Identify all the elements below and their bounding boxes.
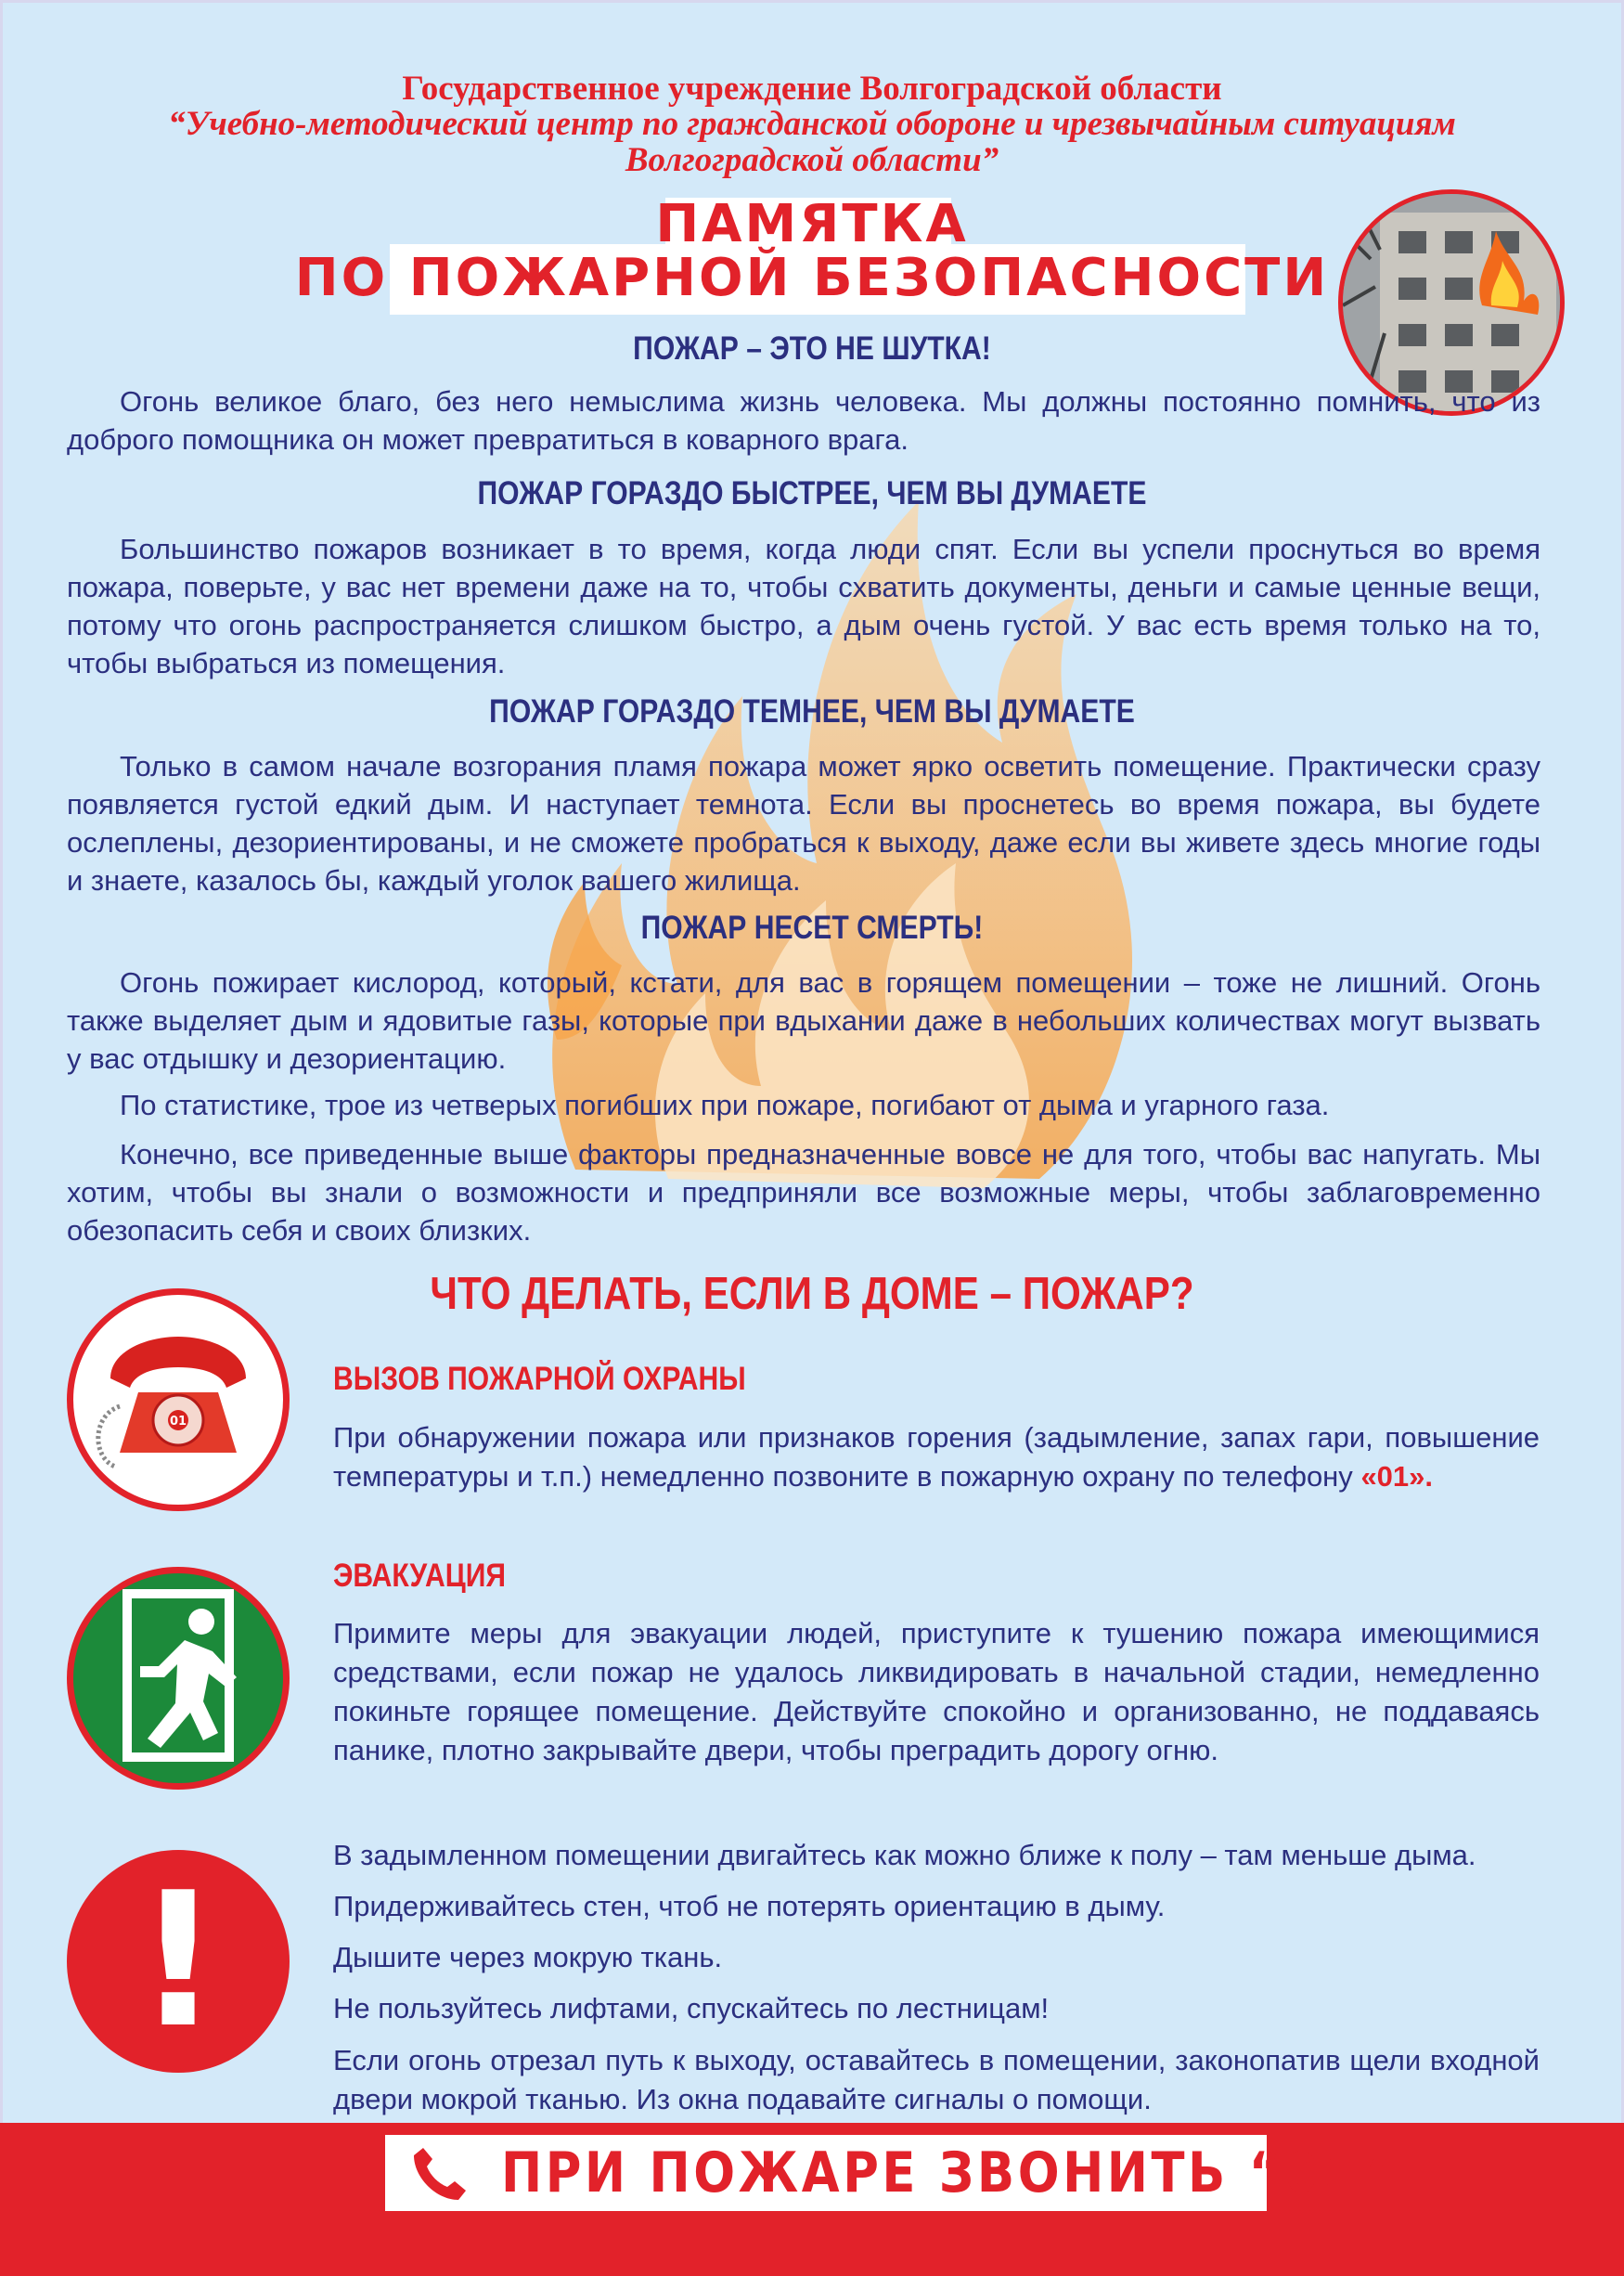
burning-building-icon — [1343, 194, 1560, 411]
title-line-1: ПАМЯТКА — [655, 194, 969, 254]
section-paragraph-3: Только в самом начале возгорания пламя пожара может ярко осветить помещение. Практически сразу появляется густой едкий дым. И наступает темнота. Если вы проснетесь во время пожара, вы будете ослеплены, дезориентированы, и не сможете пробраться к выходу, даже если вы живете здесь многие годы и знаете, казалось бы, каждый уголок вашего жилища. — [67, 750, 1540, 897]
call-fire-service-text — [333, 1418, 1540, 1496]
section-heading-1: ПОЖАР – ЭТО НЕ ШУТКА! — [633, 330, 991, 367]
emergency-exit-icon — [73, 1573, 283, 1783]
telephone-icon — [73, 1295, 283, 1505]
warning-icon-circle — [67, 1850, 290, 2073]
org-line-2-text: “Учебно-методический центр по гражданской обороне и чрезвычайным ситуациям — [168, 105, 1456, 143]
section-heading-2: ПОЖАР ГОРАЗДО БЫСТРЕЕ, ЧЕМ ВЫ ДУМАЕТЕ — [477, 475, 1147, 511]
dial-label: 01 — [169, 1415, 187, 1429]
section-paragraph-1: Огонь великое благо, без него немыслима жизнь человека. Мы должны постоянно помнить, что из доброго помощника он может превратиться в коварного врага. — [67, 385, 1540, 456]
phone-icon — [408, 2144, 471, 2202]
tip-2: Придерживайтесь стен, чтоб не потерять ориентацию в дыму. — [333, 1890, 1166, 1922]
section-paragraph-2: Большинство пожаров возникает в то время, когда люди спят. Если вы успели проснуться во время пожара, поверьте, у вас нет времени даже на то, чтобы схватить документы, деньги и самые ценные вещи, потому что огонь распространяется слишком быстро, а дым очень густой. У вас есть время только на то, чтобы выбраться из помещения. — [67, 533, 1540, 679]
tip-3: Дышите через мокрую ткань. — [333, 1941, 723, 1973]
call-fire-service-heading: ВЫЗОВ ПОЖАРНОЙ ОХРАНЫ — [333, 1361, 746, 1397]
evacuation-heading: ЭВАКУАЦИЯ — [333, 1558, 506, 1594]
section-heading-3: ПОЖАР ГОРАЗДО ТЕМНЕЕ, ЧЕМ ВЫ ДУМАЕТЕ — [489, 693, 1135, 730]
call-text: При обнаружении пожара или признаков горения (задымление, запах гари, повышение температуры и т.п.) немедленно позвоните в пожарную охрану по телефону — [333, 1421, 1540, 1493]
title-line-2: ПО ПОЖАРНОЙ БЕЗОПАСНОСТИ — [294, 248, 1330, 308]
org-line-2 — [0, 106, 1624, 178]
org-line-3-text: Волгоградской области” — [625, 141, 999, 179]
telephone-icon-circle — [67, 1288, 290, 1511]
evacuation-text: Примите меры для эвакуации людей, приступите к тушению пожара имеющимися средствами, если пожар не удалось ликвидировать в начальной стадии, немедленно покиньте горящее помещение. Действуйте спокойно и организованно, не поддаваясь панике, плотно закрывайте двери, чтобы преградить дорогу огню. — [333, 1617, 1540, 1766]
footer-call-text: ПРИ ПОЖАРЕ ЗВОНИТЬ “01” — [501, 2140, 1395, 2205]
tip-1: В задымленном помещении двигайтесь как можно ближе к полу – там меньше дыма. — [333, 1839, 1476, 1871]
exclamation-icon: ! — [135, 1853, 221, 2069]
emergency-number: «01». — [1360, 1460, 1434, 1493]
section-paragraph-4b: По статистике, трое из четверых погибших при пожаре, погибают от дыма и угарного газа. — [120, 1089, 1330, 1121]
emergency-exit-icon-circle — [67, 1567, 290, 1790]
tip-5: Если огонь отрезал путь к выходу, оставайтесь в помещении, законопатив щели входной двери мокрой тканью. Из окна подавайте сигналы о помощи. — [333, 2044, 1540, 2115]
what-to-do-heading: ЧТО ДЕЛАТЬ, ЕСЛИ В ДОМЕ – ПОЖАР? — [430, 1269, 1194, 1319]
section-paragraph-4c: Конечно, все приведенные выше факторы предназначенные вовсе не для того, чтобы вас напугать. Мы хотим, чтобы вы знали о возможности и предприняли все возможные меры, чтобы заблаговременно обезопасить себя и своих близких. — [67, 1138, 1540, 1247]
org-line-1: Государственное учреждение Волгоградской области — [402, 70, 1222, 108]
section-heading-4: ПОЖАР НЕСЕТ СМЕРТЬ! — [640, 910, 984, 946]
tip-4: Не пользуйтесь лифтами, спускайтесь по лестницам! — [333, 1992, 1050, 2024]
section-paragraph-4a: Огонь пожирает кислород, который, кстати, для вас в горящем помещении – тоже не лишний. Огонь также выделяет дым и ядовитые газы, которые при вдыхании даже в небольших количествах могут вызвать у вас отдышку и дезориентацию. — [67, 966, 1540, 1075]
